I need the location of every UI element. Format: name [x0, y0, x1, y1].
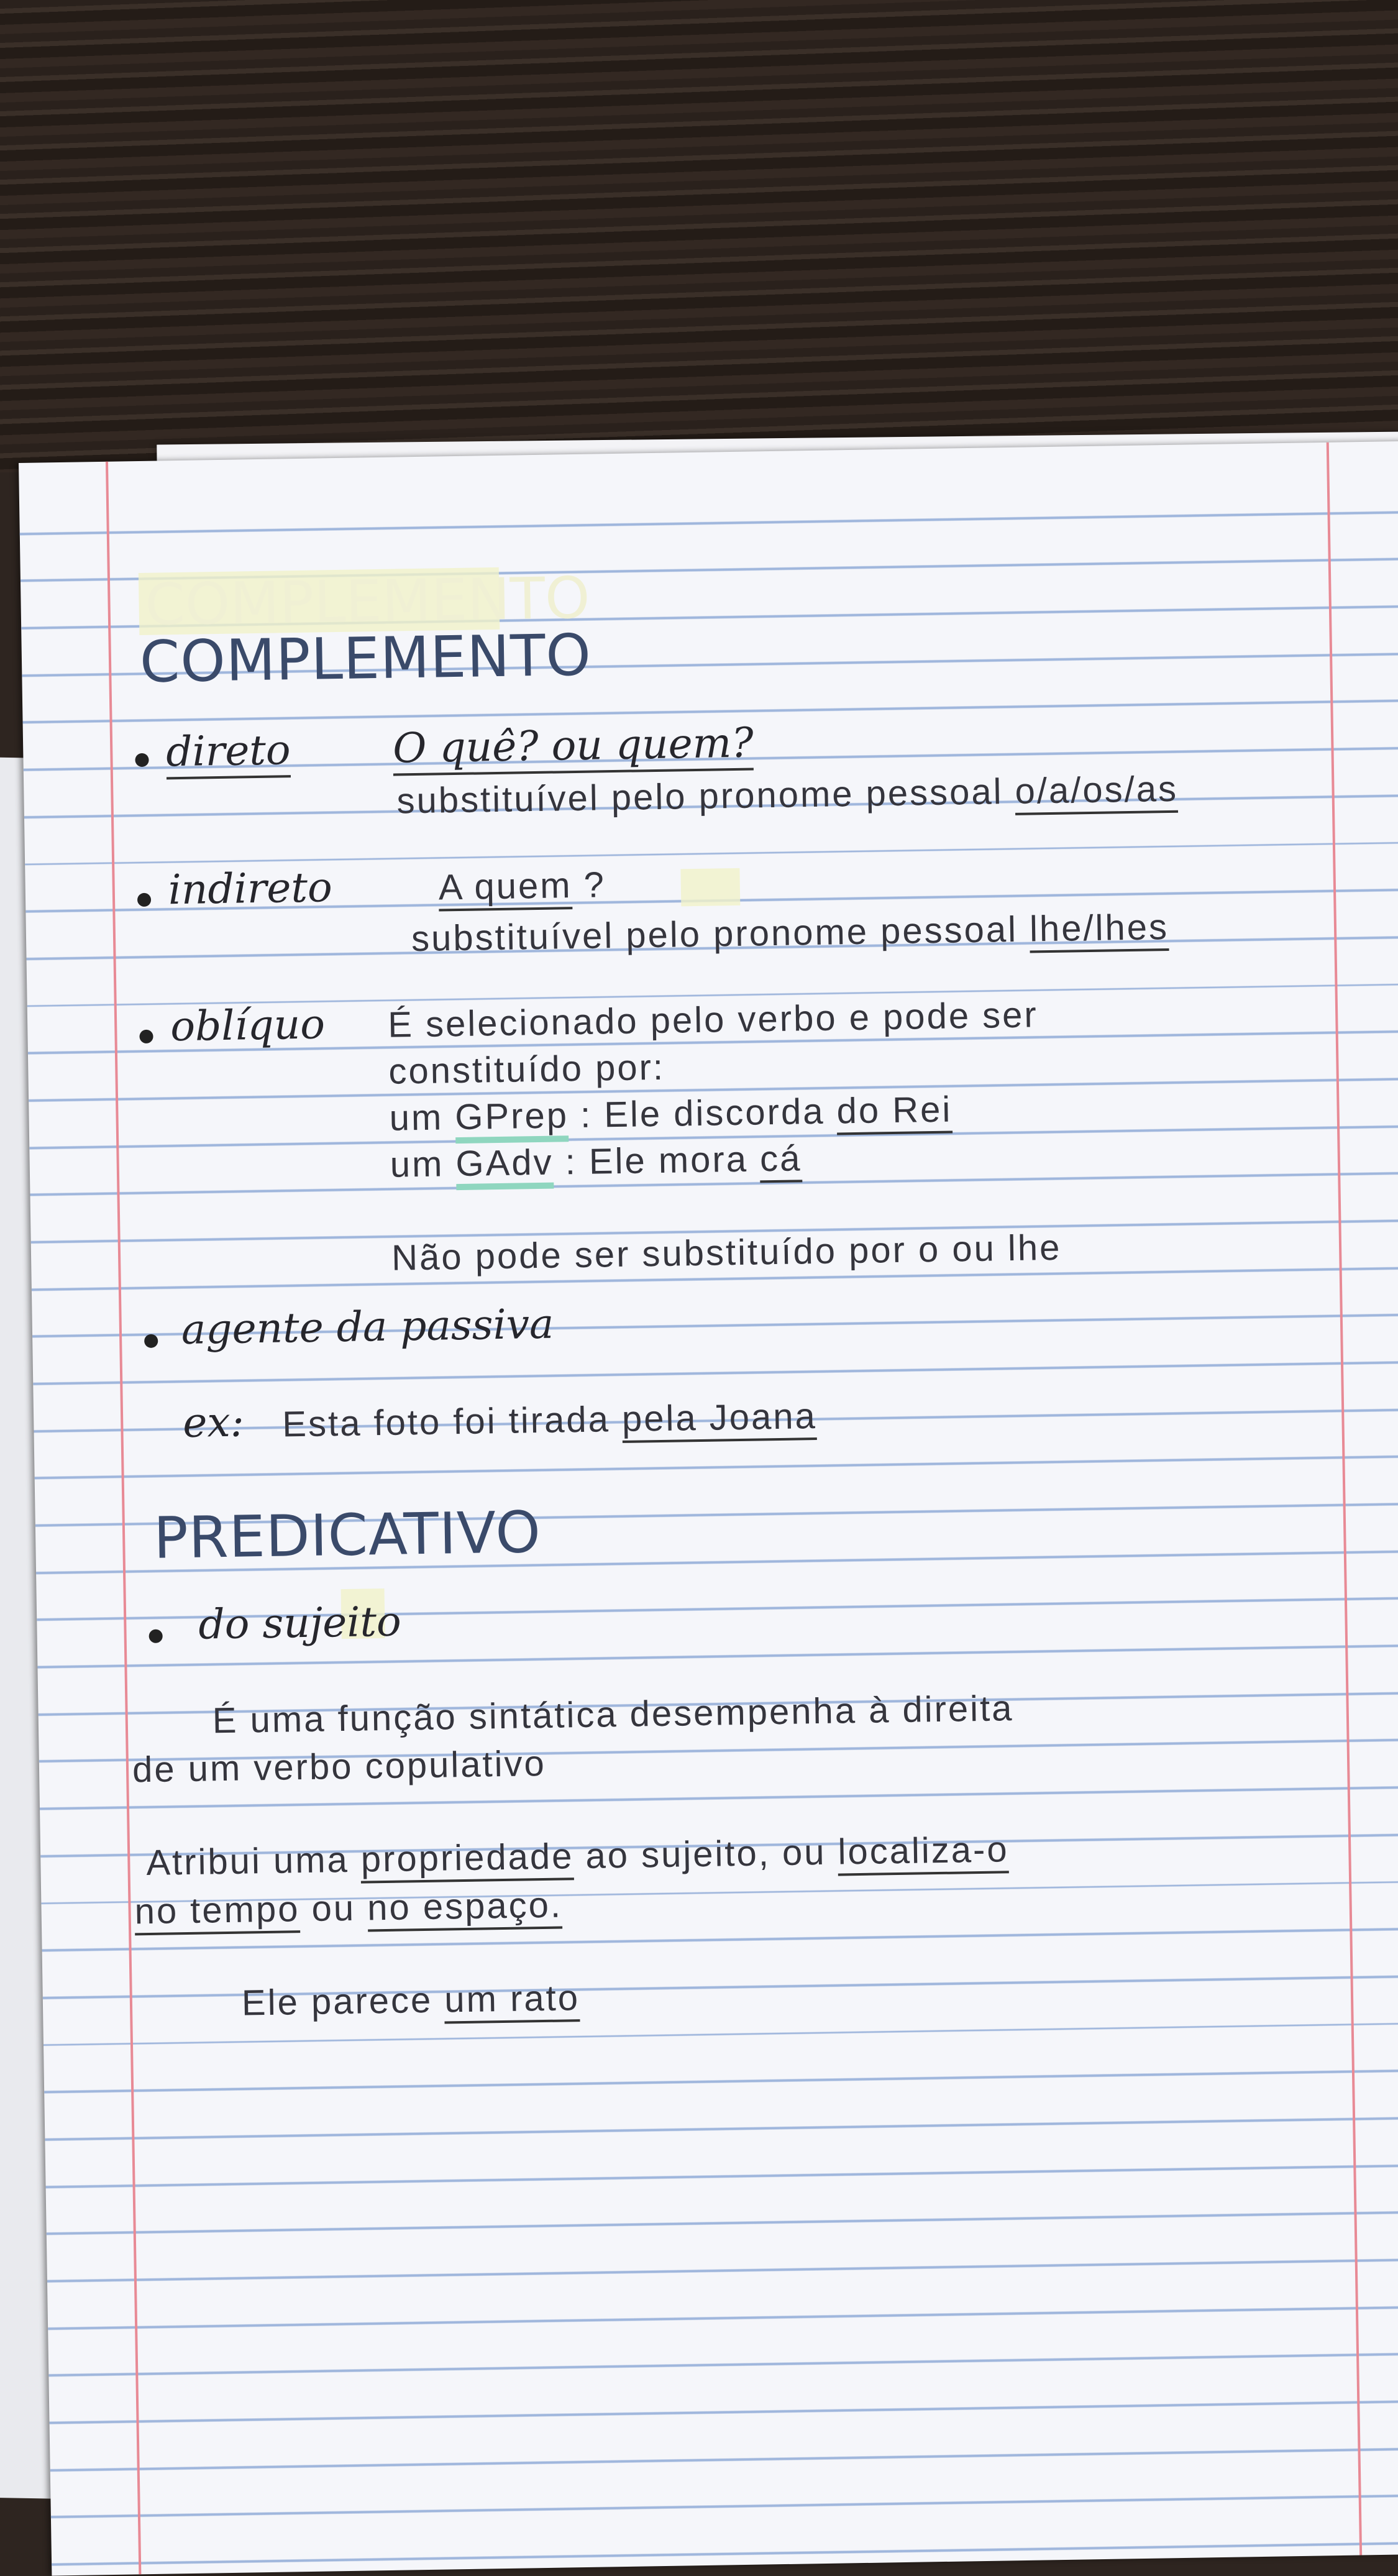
- label-direto: direto: [166, 726, 291, 776]
- bullet: [149, 1629, 163, 1643]
- agente-example-prefix: ex:: [182, 1398, 245, 1447]
- section-title-complemento: COMPLEMENTO: [139, 621, 592, 695]
- obliquo-gprep-line: um GPrep : Ele discorda do Rei: [389, 1089, 953, 1139]
- agente-example: Esta foto foi tirada pela Joana: [281, 1396, 818, 1445]
- obliquo-line2: constituído por:: [388, 1047, 665, 1092]
- desk-background: [0, 0, 1398, 472]
- section-title-predicativo: PREDICATIVO: [153, 1499, 542, 1572]
- sujeito-attribute-line1: Atribui uma propriedade ao sujeito, ou localiza-o: [145, 1829, 1010, 1884]
- label-obliquo: oblíquo: [170, 1000, 326, 1051]
- bullet: [139, 1030, 153, 1043]
- page-content: [19, 441, 1398, 2576]
- sujeito-attribute-line2: no tempo ou no espaço.: [134, 1884, 562, 1933]
- label-do-sujeito: do sujeito: [198, 1597, 402, 1649]
- notebook-page: [19, 441, 1398, 2576]
- obliquo-gadv-line: um GAdv : Ele mora cá: [390, 1137, 802, 1185]
- bullet: [135, 753, 148, 767]
- sujeito-definition-line2: de um verbo copulativo: [132, 1743, 547, 1790]
- ghost-title: COMPLEMENTO: [144, 564, 591, 638]
- bullet: [137, 893, 151, 907]
- sujeito-definition-line1: É uma função sintática desempenha à direita: [212, 1688, 1014, 1741]
- indireto-question: A quem ?: [438, 864, 606, 908]
- small-highlight: [680, 868, 740, 906]
- direto-description: substituível pelo pronome pessoal o/a/os/as: [396, 768, 1179, 822]
- obliquo-note: Não pode ser substituído por o ou lhe: [391, 1227, 1062, 1278]
- label-agente-passiva: agente da passiva: [181, 1299, 554, 1354]
- obliquo-line1: É selecionado pelo verbo e pode ser: [387, 994, 1039, 1045]
- indireto-description: substituível pelo pronome pessoal lhe/lhes: [411, 907, 1169, 960]
- bullet: [144, 1334, 158, 1348]
- direto-question: O quê? ou quem?: [393, 718, 754, 772]
- sujeito-example: Ele parece um rato: [241, 1978, 580, 2024]
- label-indireto: indireto: [168, 863, 333, 914]
